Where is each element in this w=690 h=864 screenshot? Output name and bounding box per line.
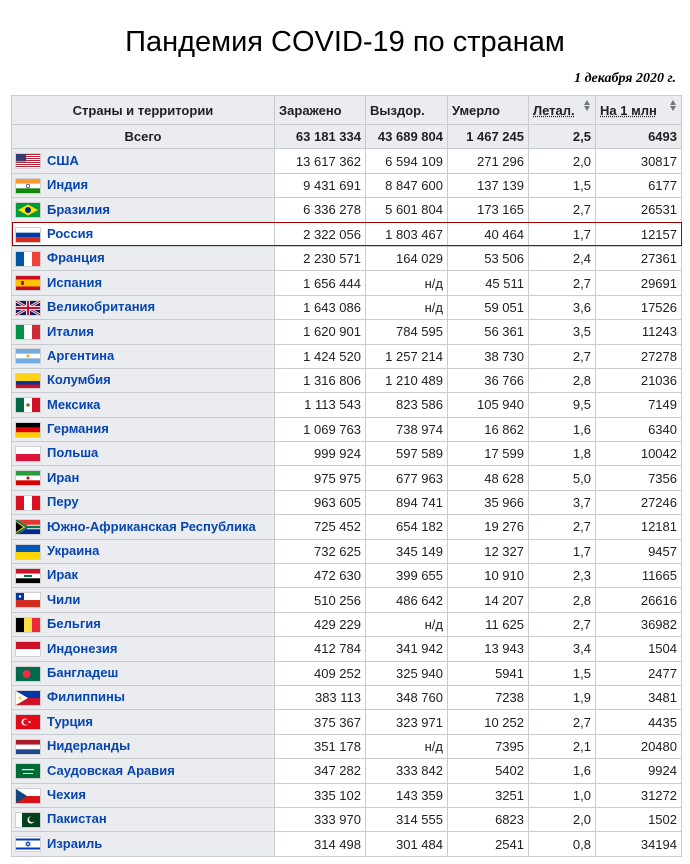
- country-link[interactable]: Польша: [47, 445, 99, 461]
- table-row: [12, 442, 682, 466]
- cell-lethality: 3,4: [529, 637, 596, 661]
- flag-saudi-arabia-icon: [15, 763, 41, 779]
- country-link[interactable]: Испания: [47, 274, 103, 290]
- table-row: [12, 417, 682, 441]
- country-cell: [12, 344, 275, 368]
- country-link[interactable]: Южно-Африканская Республика: [47, 518, 256, 534]
- table-row: [12, 368, 682, 392]
- cell-lethality: 3,6: [529, 295, 596, 319]
- country-link[interactable]: Германия: [47, 421, 109, 437]
- cell-infected: 963 605: [275, 490, 366, 514]
- country-link[interactable]: Бразилия: [47, 201, 110, 217]
- cell-recovered: 677 963: [366, 466, 448, 490]
- country-cell: [12, 320, 275, 344]
- cell-lethality: 9,5: [529, 393, 596, 417]
- cell-per-million: 7149: [596, 393, 682, 417]
- country-cell: [12, 588, 275, 612]
- table-row: [12, 466, 682, 490]
- country-link[interactable]: Нидерланды: [47, 738, 131, 754]
- cell-infected: 6 336 278: [275, 198, 366, 222]
- country-cell: [12, 685, 275, 709]
- cell-recovered: 341 942: [366, 637, 448, 661]
- cell-per-million: 20480: [596, 734, 682, 758]
- header-row: [12, 96, 682, 125]
- country-cell: [12, 490, 275, 514]
- table-row: [12, 222, 682, 246]
- flag-south-africa-icon: [15, 519, 41, 535]
- flag-iraq-icon: [15, 568, 41, 584]
- table-row: [12, 588, 682, 612]
- header-infected[interactable]: Заражено: [275, 96, 366, 125]
- flag-philippines-icon: [15, 690, 41, 706]
- flag-france-icon: [15, 251, 41, 267]
- cell-died: 40 464: [448, 222, 529, 246]
- country-link[interactable]: Турция: [47, 713, 94, 729]
- table-row: [12, 173, 682, 197]
- country-link[interactable]: Индия: [47, 177, 89, 193]
- cell-infected: 314 498: [275, 832, 366, 856]
- country-link[interactable]: США: [47, 152, 79, 168]
- cell-died: 14 207: [448, 588, 529, 612]
- table-row: [12, 783, 682, 807]
- cell-infected: 732 625: [275, 539, 366, 563]
- country-link[interactable]: Саудовская Аравия: [47, 762, 175, 778]
- cell-lethality: 2,0: [529, 807, 596, 831]
- country-cell: [12, 271, 275, 295]
- flag-germany-icon: [15, 422, 41, 438]
- cell-per-million: 1502: [596, 807, 682, 831]
- cell-died: 48 628: [448, 466, 529, 490]
- flag-pakistan-icon: [15, 812, 41, 828]
- cell-infected: 351 178: [275, 734, 366, 758]
- country-link[interactable]: Чехия: [47, 786, 86, 802]
- cell-infected: 383 113: [275, 685, 366, 709]
- cell-per-million: 27246: [596, 490, 682, 514]
- table-row: [12, 807, 682, 831]
- table-row: [12, 149, 682, 173]
- date-caption: 1 декабря 2020 г.: [574, 71, 676, 86]
- country-cell: [12, 710, 275, 734]
- total-row: [12, 125, 682, 149]
- cell-died: 45 511: [448, 271, 529, 295]
- flag-chile-icon: [15, 592, 41, 608]
- flag-bangladesh-icon: [15, 666, 41, 682]
- cell-died: 38 730: [448, 344, 529, 368]
- cell-per-million: 27361: [596, 246, 682, 270]
- cell-lethality: 5,0: [529, 466, 596, 490]
- country-link[interactable]: Италия: [47, 323, 94, 339]
- table-row: [12, 685, 682, 709]
- country-cell: [12, 832, 275, 856]
- table-row: [12, 344, 682, 368]
- cell-recovered: н/д: [366, 612, 448, 636]
- cell-died: 7395: [448, 734, 529, 758]
- cell-lethality: 2,7: [529, 271, 596, 295]
- country-link[interactable]: Россия: [47, 225, 94, 241]
- country-cell: [12, 539, 275, 563]
- country-cell: [12, 368, 275, 392]
- cell-infected: 2 322 056: [275, 222, 366, 246]
- country-cell: [12, 246, 275, 270]
- cell-lethality: 2,7: [529, 710, 596, 734]
- cell-recovered: 823 586: [366, 393, 448, 417]
- flag-brazil-icon: [15, 202, 41, 218]
- cell-lethality: 1,0: [529, 783, 596, 807]
- cell-died: 3251: [448, 783, 529, 807]
- cell-infected: 9 431 691: [275, 173, 366, 197]
- cell-infected: 1 643 086: [275, 295, 366, 319]
- cell-died: 105 940: [448, 393, 529, 417]
- cell-per-million: 2477: [596, 661, 682, 685]
- flag-netherlands-icon: [15, 739, 41, 755]
- country-cell: [12, 222, 275, 246]
- country-cell: [12, 612, 275, 636]
- cell-infected: 975 975: [275, 466, 366, 490]
- cell-infected: 429 229: [275, 612, 366, 636]
- cell-died: 16 862: [448, 417, 529, 441]
- cell-recovered: 597 589: [366, 442, 448, 466]
- country-cell: [12, 564, 275, 588]
- total-died: 1 467 245: [448, 125, 529, 149]
- flag-spain-icon: [15, 275, 41, 291]
- flag-mexico-icon: [15, 397, 41, 413]
- table-row: [12, 734, 682, 758]
- cell-lethality: 1,9: [529, 685, 596, 709]
- cell-recovered: 6 594 109: [366, 149, 448, 173]
- cell-lethality: 2,8: [529, 368, 596, 392]
- cell-per-million: 1504: [596, 637, 682, 661]
- flag-peru-icon: [15, 495, 41, 511]
- country-cell: [12, 149, 275, 173]
- cell-per-million: 34194: [596, 832, 682, 856]
- cell-died: 7238: [448, 685, 529, 709]
- cell-recovered: 143 359: [366, 783, 448, 807]
- covid-table: [11, 95, 682, 857]
- cell-per-million: 12181: [596, 515, 682, 539]
- header-lethality[interactable]: [529, 96, 596, 125]
- cell-died: 59 051: [448, 295, 529, 319]
- flag-argentina-icon: [15, 348, 41, 364]
- table-row: [12, 515, 682, 539]
- header-died[interactable]: Умерло: [448, 96, 529, 125]
- table-row: [12, 320, 682, 344]
- cell-per-million: 6340: [596, 417, 682, 441]
- cell-per-million: 9924: [596, 759, 682, 783]
- flag-czechia-icon: [15, 788, 41, 804]
- country-cell: [12, 295, 275, 319]
- cell-per-million: 31272: [596, 783, 682, 807]
- cell-lethality: 1,5: [529, 661, 596, 685]
- cell-died: 10 910: [448, 564, 529, 588]
- cell-recovered: 784 595: [366, 320, 448, 344]
- country-cell: [12, 442, 275, 466]
- cell-recovered: 654 182: [366, 515, 448, 539]
- country-cell: [12, 759, 275, 783]
- table-row: [12, 246, 682, 270]
- cell-per-million: 9457: [596, 539, 682, 563]
- flag-uk-icon: [15, 300, 41, 316]
- cell-infected: 347 282: [275, 759, 366, 783]
- cell-recovered: 5 601 804: [366, 198, 448, 222]
- country-cell: [12, 417, 275, 441]
- country-link[interactable]: Индонезия: [47, 640, 118, 656]
- cell-lethality: 2,1: [529, 734, 596, 758]
- country-cell: [12, 198, 275, 222]
- cell-recovered: 164 029: [366, 246, 448, 270]
- cell-per-million: 36982: [596, 612, 682, 636]
- table-row: [12, 710, 682, 734]
- cell-lethality: 2,7: [529, 515, 596, 539]
- cell-died: 137 139: [448, 173, 529, 197]
- table-row: [12, 271, 682, 295]
- country-link[interactable]: Колумбия: [47, 372, 111, 388]
- flag-ukraine-icon: [15, 544, 41, 560]
- total-label: Всего: [12, 125, 275, 149]
- cell-died: 56 361: [448, 320, 529, 344]
- cell-per-million: 7356: [596, 466, 682, 490]
- cell-infected: 412 784: [275, 637, 366, 661]
- cell-infected: 409 252: [275, 661, 366, 685]
- country-cell: [12, 661, 275, 685]
- cell-recovered: 314 555: [366, 807, 448, 831]
- cell-died: 36 766: [448, 368, 529, 392]
- cell-recovered: н/д: [366, 295, 448, 319]
- cell-recovered: н/д: [366, 734, 448, 758]
- cell-per-million: 4435: [596, 710, 682, 734]
- flag-italy-icon: [15, 324, 41, 340]
- table-row: [12, 198, 682, 222]
- cell-per-million: 3481: [596, 685, 682, 709]
- cell-per-million: 27278: [596, 344, 682, 368]
- flag-indonesia-icon: [15, 641, 41, 657]
- cell-recovered: 325 940: [366, 661, 448, 685]
- header-lethality-label[interactable]: Летал.: [533, 102, 575, 118]
- cell-recovered: 1 210 489: [366, 368, 448, 392]
- cell-died: 5941: [448, 661, 529, 685]
- cell-infected: 1 069 763: [275, 417, 366, 441]
- cell-died: 6823: [448, 807, 529, 831]
- cell-per-million: 11243: [596, 320, 682, 344]
- cell-lethality: 0,8: [529, 832, 596, 856]
- flag-israel-icon: [15, 836, 41, 852]
- table-row: [12, 612, 682, 636]
- country-cell: [12, 393, 275, 417]
- total-recovered: 43 689 804: [366, 125, 448, 149]
- flag-india-icon: [15, 178, 41, 194]
- country-link[interactable]: Пакистан: [47, 811, 107, 827]
- cell-lethality: 2,7: [529, 612, 596, 636]
- cell-infected: 333 970: [275, 807, 366, 831]
- cell-recovered: 486 642: [366, 588, 448, 612]
- cell-died: 173 165: [448, 198, 529, 222]
- country-link[interactable]: Франция: [47, 250, 105, 266]
- country-cell: [12, 807, 275, 831]
- flag-turkey-icon: [15, 714, 41, 730]
- cell-died: 271 296: [448, 149, 529, 173]
- cell-per-million: 11665: [596, 564, 682, 588]
- cell-infected: 13 617 362: [275, 149, 366, 173]
- table-row: [12, 539, 682, 563]
- cell-died: 53 506: [448, 246, 529, 270]
- header-name: Страны и территории: [12, 96, 275, 125]
- cell-infected: 1 424 520: [275, 344, 366, 368]
- total-lethality: 2,5: [529, 125, 596, 149]
- cell-lethality: 2,8: [529, 588, 596, 612]
- cell-died: 35 966: [448, 490, 529, 514]
- cell-infected: 999 924: [275, 442, 366, 466]
- cell-infected: 1 316 806: [275, 368, 366, 392]
- country-link[interactable]: Бангладеш: [47, 665, 119, 680]
- cell-lethality: 2,7: [529, 198, 596, 222]
- flag-colombia-icon: [15, 373, 41, 389]
- cell-recovered: 738 974: [366, 417, 448, 441]
- cell-died: 10 252: [448, 710, 529, 734]
- cell-recovered: 348 760: [366, 685, 448, 709]
- cell-died: 2541: [448, 832, 529, 856]
- cell-recovered: 1 257 214: [366, 344, 448, 368]
- cell-lethality: 1,7: [529, 222, 596, 246]
- country-link[interactable]: Чили: [47, 591, 81, 607]
- country-cell: [12, 637, 275, 661]
- total-per-million: 6493: [596, 125, 682, 149]
- country-link[interactable]: Украина: [47, 543, 100, 559]
- cell-per-million: 30817: [596, 149, 682, 173]
- total-infected: 63 181 334: [275, 125, 366, 149]
- cell-lethality: 3,7: [529, 490, 596, 514]
- cell-died: 5402: [448, 759, 529, 783]
- page-title: Пандемия COVID-19 по странам: [125, 26, 565, 58]
- cell-died: 17 599: [448, 442, 529, 466]
- country-link[interactable]: Иран: [47, 469, 80, 485]
- flag-poland-icon: [15, 446, 41, 462]
- cell-lethality: 1,8: [529, 442, 596, 466]
- cell-infected: 510 256: [275, 588, 366, 612]
- table-row: [12, 393, 682, 417]
- cell-recovered: 1 803 467: [366, 222, 448, 246]
- table-row: [12, 564, 682, 588]
- cell-per-million: 10042: [596, 442, 682, 466]
- flag-usa-icon: [15, 153, 41, 169]
- cell-infected: 472 630: [275, 564, 366, 588]
- country-link[interactable]: Перу: [47, 494, 79, 510]
- cell-recovered: 399 655: [366, 564, 448, 588]
- country-cell: [12, 734, 275, 758]
- flag-belgium-icon: [15, 617, 41, 633]
- cell-recovered: 333 842: [366, 759, 448, 783]
- cell-per-million: 26531: [596, 198, 682, 222]
- cell-lethality: 1,6: [529, 417, 596, 441]
- cell-died: 12 327: [448, 539, 529, 563]
- country-link[interactable]: Ирак: [47, 567, 79, 583]
- cell-recovered: 8 847 600: [366, 173, 448, 197]
- country-link[interactable]: Бельгия: [47, 616, 101, 632]
- cell-lethality: 3,5: [529, 320, 596, 344]
- country-link[interactable]: Великобритания: [47, 299, 156, 315]
- table-row: [12, 490, 682, 514]
- country-cell: [12, 515, 275, 539]
- header-per-million[interactable]: [596, 96, 682, 125]
- flag-russia-icon: [15, 227, 41, 243]
- cell-infected: 1 113 543: [275, 393, 366, 417]
- cell-infected: 335 102: [275, 783, 366, 807]
- cell-per-million: 29691: [596, 271, 682, 295]
- table-row: [12, 295, 682, 319]
- cell-recovered: н/д: [366, 271, 448, 295]
- country-link[interactable]: Аргентина: [47, 347, 115, 363]
- cell-per-million: 26616: [596, 588, 682, 612]
- table-row: [12, 637, 682, 661]
- cell-per-million: 12157: [596, 222, 682, 246]
- country-cell: [12, 173, 275, 197]
- country-link[interactable]: Израиль: [47, 835, 103, 851]
- header-recovered[interactable]: Выздор.: [366, 96, 448, 125]
- country-link[interactable]: Мексика: [47, 396, 101, 412]
- country-cell: [12, 466, 275, 490]
- cell-lethality: 2,0: [529, 149, 596, 173]
- cell-recovered: 301 484: [366, 832, 448, 856]
- country-link[interactable]: Филиппины: [47, 689, 125, 705]
- table-row: [12, 661, 682, 685]
- cell-lethality: 2,7: [529, 344, 596, 368]
- cell-lethality: 1,6: [529, 759, 596, 783]
- table-row: [12, 759, 682, 783]
- cell-died: 13 943: [448, 637, 529, 661]
- cell-died: 19 276: [448, 515, 529, 539]
- cell-per-million: 17526: [596, 295, 682, 319]
- cell-lethality: 2,4: [529, 246, 596, 270]
- cell-infected: 2 230 571: [275, 246, 366, 270]
- flag-iran-icon: [15, 470, 41, 486]
- cell-per-million: 21036: [596, 368, 682, 392]
- cell-infected: 375 367: [275, 710, 366, 734]
- cell-lethality: 2,3: [529, 564, 596, 588]
- cell-lethality: 1,5: [529, 173, 596, 197]
- header-per-million-label[interactable]: На 1 млн: [600, 102, 657, 118]
- cell-infected: 725 452: [275, 515, 366, 539]
- table-row: [12, 832, 682, 856]
- cell-recovered: 345 149: [366, 539, 448, 563]
- cell-lethality: 1,7: [529, 539, 596, 563]
- cell-per-million: 6177: [596, 173, 682, 197]
- cell-died: 11 625: [448, 612, 529, 636]
- cell-recovered: 323 971: [366, 710, 448, 734]
- cell-recovered: 894 741: [366, 490, 448, 514]
- cell-infected: 1 620 901: [275, 320, 366, 344]
- cell-infected: 1 656 444: [275, 271, 366, 295]
- country-cell: [12, 783, 275, 807]
